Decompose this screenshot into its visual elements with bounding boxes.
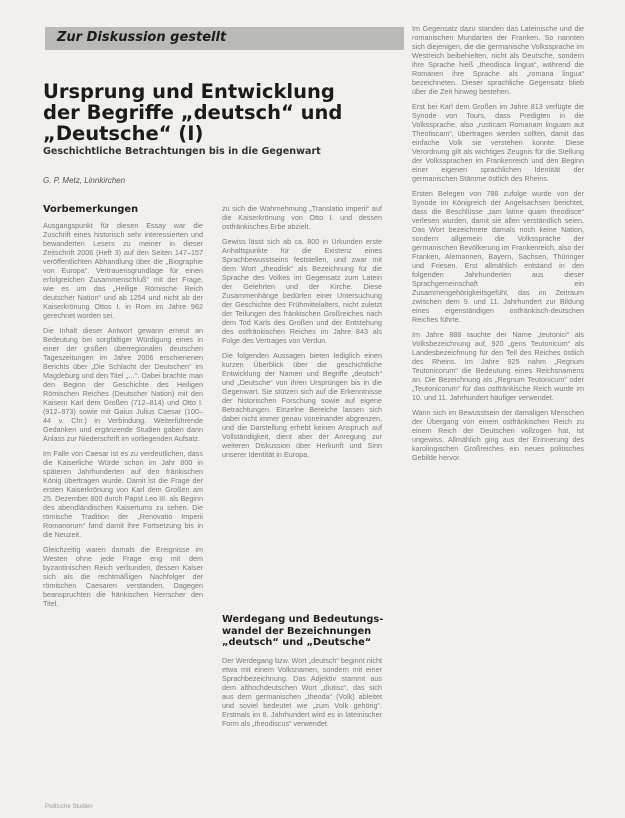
section-heading-werdegang <box>222 614 392 649</box>
paragraph: Ersten Belegen von 786 zufolge wurde von der Synode im Königreich der Angelsachsen berichtet, dass die Beschlüsse „tam latine quam theodisce“ verlesen wurden, damit sie allen verständlich seien. Das Wort bezeichnete damals noch keine Nation, sondern allgemein die Volkssprache der germanischen Bevölkerung im Frankenreich, also der Franken, Alemannen, Bayern, Sachsen, Thüringer und Friesen. Erst allmählich entstand in den folgenden Jahrhunderten aus dieser Sprachgemeinschaft ein Zusammengehörigkeitsgefühl, das im Zeitraum zwischen dem 9. und 11. Jahrhundert zur Bildung eines eigenständigen ostfränkisch-deutschen Reiches führte. <box>412 189 584 324</box>
paragraph: Erst bei Karl dem Großen im Jahre 813 verfügte die Synode von Tours, dass Predigten in die Volkssprache, also „rusticam Romanam linguam aut Theotiscam“, übertragen werden sollten, damit das einfache Volk sie verstehen konnte. Diese Verordnung gilt als wichtiges Zeugnis für die Stellung der Volkssprachen im Frankenreich und den Beginn einer eigenen sprachlichen Identität der germanischen Stämme östlich des Rheins. <box>412 102 584 183</box>
page-footer: Politische Studien <box>45 804 93 810</box>
title-line: der Begriffe „deutsch“ und <box>43 101 343 124</box>
paragraph: Ausgangspunkt für diesen Essay war die Zuschrift eines historisch sehr interessierten und bewanderten Lesers zu meiner in dieser Zeitschrift 2006 (Heft 3) auf den Seiten 147–157 veröffentlichten Abhandlung über die „Biographie von Europa“. Vertrauensgrundlage für einen erfolgreichen Zusammenschluß“ mit der Frage, wie es um das „Heilige Römische Reich deutscher Nation“ und ab 1254 und nicht ab der Kaiserkrönung Ottos I. in Rom im Jahre 962 gerechnet worden sei. <box>43 221 203 320</box>
paragraph: Im Gegensatz dazu standen das Lateinische und die romanischen Mundarten der Franken. So nannten sich diejenigen, die die germanische Volkssprache im Westreich beibehielten, nicht als Deutsche, sondern ihre Sprache hieß „theodisca lingua“, während die Romanen ihre Sprache als „romana lingua“ bezeichneten. Dieser sprachliche Gegensatz blieb über die Zeit hinweg bestehen. <box>412 24 584 96</box>
text-column-3 <box>412 24 584 799</box>
section-heading-vorbemerkungen: Vorbemerkungen <box>43 204 139 215</box>
paragraph: Im Falle von Caesar ist es zu verdeutlichen, dass die Kaiserliche Würde schon im Jahr 800 in späteren Jahrhunderten auf den fränkischen König übertragen wurde. Damit ist die Frage der ersten Kaiserkrönung von Karl dem Großen am 25. Dezember 800 durch Papst Leo III. als Beginn des abendländischen Kaisertums zu sehen. Die römische Tradition der „Renovatio Imperii Romanorum“ fand damit ihre Fortsetzung bis in die Neuzeit. <box>43 449 203 539</box>
paragraph: Der Werdegang bzw. Wort „deutsch“ beginnt nicht etwa mit einem Volksnamen, sondern mit einer Sprachbezeichnung. Das Adjektiv stammt aus dem althochdeutschen Wort „diutisc“, das sich aus dem germanischen „theoda“ (Volk) ableitet und soviel bedeutet wie „zum Volk gehörig“. Erstmals im 8. Jahrhundert wird es in lateinischer Form als „theodiscus“ verwendet. <box>222 656 382 728</box>
paragraph: Wann sich im Bewusstsein der damaligen Menschen der Übergang von einem ostfränkischen Reich zu einem Reich der Deutschen vollzogen hat, ist ungewiss. Allmählich ging aus der Erinnerung des karolingischen Großreiches ein neues politisches Gebilde hervor. <box>412 408 584 462</box>
paragraph: Gewiss lässt sich ab ca. 800 in Urkunden erste Anhaltspunkte für die Existenz eines Sprachbewusstseins feststellen, und zwar mit dem Wort „theodisk“ als Bezeichnung für die Sprache des Volkes im Gegensatz zum Latein der Gelehrten und der Kirche. Diese Zusammenhänge bedürfen einer Untersuchung der Geschichte des Frühmittelalters, nicht zuletzt der Teilungen des fränkischen Großreiches nach dem Tod Karls des Großen und der Entstehung des ostfränkischen Reiches im Jahre 843 als Folge des Vertrages von Verdun. <box>222 237 382 345</box>
paragraph: Die Inhalt dieser Antwort gewann erneut an Bedeutung bei sorgfältiger Würdigung eines in einer der großen überregionalen deutschen Tageszeitungen im Jahre 2006 erschienenen Berichts über „Die Schlacht der Deutschen“ im Magdeburg und den Titel „…“. Dabei brachte man den Beginn der Geschichte des Heiligen Römischen Reiches (Deutscher Nation) mit den Kaisern Karl dem Großen (712–814) und Otto I. (912–973) sowie mit Gaius Julius Caesar (100–44 v. Chr.) in Verbindung. Weiterführende Gedanken und ergänzende Studien gaben dann Anlass zur Niederschrift im vorliegenden Aufsatz. <box>43 326 203 443</box>
article-subtitle: Geschichtliche Betrachtungen bis in die Gegenwart <box>43 146 321 157</box>
heading-line: „deutsch“ und „Deutsche“ <box>222 637 372 648</box>
text-column-2-bottom <box>222 656 382 799</box>
author-line: G. P. Metz, Linnkirchen <box>43 176 126 185</box>
heading-line: Werdegang und Bedeutungs- <box>222 614 384 625</box>
text-column-1 <box>43 221 203 799</box>
heading-line: wandel der Bezeichnungen <box>222 625 372 637</box>
title-line: Ursprung und Entwicklung <box>43 80 335 103</box>
paragraph: Gleichzeitig waren damals die Ereignisse im Westen ohne jede Frage eng mit dem byzantinischen Reich verbunden, dessen Kaiser sich als die rechtmäßigen Nachfolger der römischen Caesaren verstanden. Dagegen beanspruchten die fränkischen Herrscher den Titel. <box>43 545 203 608</box>
text-column-2-top <box>222 204 382 602</box>
title-line: „Deutsche“ (I) <box>43 122 204 145</box>
section-label: Zur Diskussion gestellt <box>45 27 404 50</box>
paragraph: Im Jahre 888 tauchte der Name „teutonici“ als Volksbezeichnung auf, 920 „gens Teutonicum“ als Landesbezeichnung für den Teil des Reiches östlich des Rheins. Im Jahre 925 nahm „Regnum Teutonicorum“ die Bedeutung eines Reichsnamens an. Die Bezeichnung als „Regnum Teutonicum“ oder „Teutonicorum“ für das ostfränkische Reich wurde im 10. und 11. Jahrhundert häufiger verwendet. <box>412 330 584 402</box>
paragraph: zu sich die Wahrnehmung „Translatio imperii“ auf die Kaiserkrönung von Otto I. und dessen ostfränkisches Erbe abzielt. <box>222 204 382 231</box>
paragraph: Die folgenden Aussagen bieten lediglich einen kurzen Überblick über die geschichtliche Entwicklung der Namen und Begriffe „deutsch“ und „Deutsche“ von ihren Ursprüngen bis in die Gegenwart. Sie stützen sich auf die Erkenntnisse der historischen Forschung sowie auf eigene Betrachtungen. Einzelne Bereiche lassen sich dabei nicht immer genau voneinander abgrenzen, und die Darstellung erhebt keinen Anspruch auf Vollständigkeit, dient aber der Anregung zur weiteren Diskussion über Herkunft und Sinn unserer Identität in Europa. <box>222 351 382 459</box>
article-title <box>43 81 373 144</box>
